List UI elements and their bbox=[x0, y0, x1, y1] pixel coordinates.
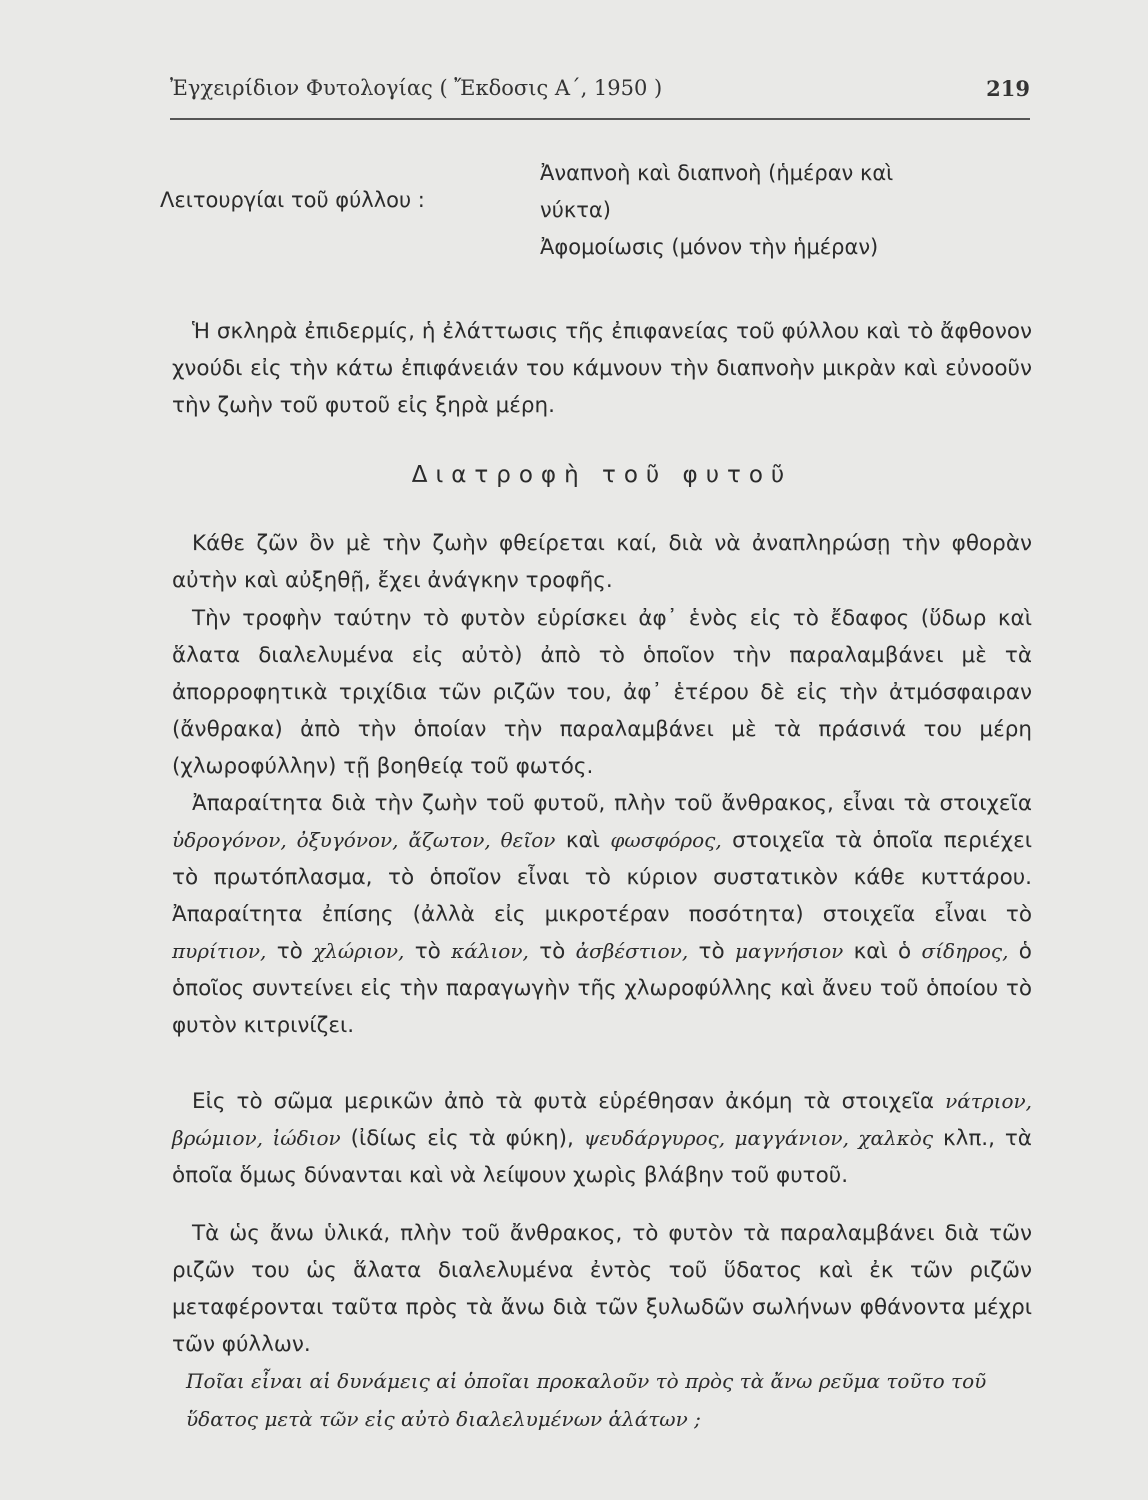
italic-term: πυρίτιον, bbox=[172, 939, 267, 963]
paragraph-4 bbox=[172, 1083, 1032, 1194]
leaf-function-item: Ἀναπνοὴ καὶ διαπνοὴ (ἡμέραν καὶ νύκτα) bbox=[540, 161, 894, 222]
paragraph-3 bbox=[172, 785, 1032, 1044]
italic-term: φωσφόρος, bbox=[610, 828, 722, 852]
italic-term: χλώριον, bbox=[313, 939, 405, 963]
italic-term: κάλιον, bbox=[451, 939, 529, 963]
section-heading: Διατροφὴ τοῦ φυτοῦ bbox=[411, 462, 793, 488]
italic-term: νάτριον, βρώμιον, ἰώδιον bbox=[172, 1089, 1033, 1150]
text-run: κλπ., τὰ ὁποῖα ὅμως δύνανται καὶ νὰ λείψουν χωρὶς βλάβην τοῦ φυτοῦ. bbox=[172, 1126, 1032, 1188]
text-run: τὸ bbox=[276, 939, 303, 964]
text-run: τὸ bbox=[539, 939, 566, 964]
italic-term: ὑδρογόνον, ὀξυγόνον, ἄζωτον, θεῖον bbox=[172, 828, 556, 852]
italic-term: ἀσβέστιον, bbox=[575, 939, 689, 963]
italic-term: σίδηρος, bbox=[921, 939, 1009, 963]
text-run: ὁ ὁποῖος συντείνει εἰς τὴν παραγωγὴν τῆς χλωροφύλλης καὶ ἄνευ τοῦ ὁποίου τὸ φυτὸν κιτρινίζει. bbox=[172, 939, 1032, 1038]
page-number: 219 bbox=[986, 76, 1030, 101]
paragraph-2: Τὴν τροφὴν ταύτην τὸ φυτὸν εὑρίσκει ἀφ᾽ ἑνὸς εἰς τὸ ἔδαφος (ὕδωρ καὶ ἅλατα διαλελυμένα εἰς αὐτὸ) ἀπὸ τὸ ὁποῖον τὴν παραλαμβάνει μὲ τὰ ἀπορροφητικὰ τριχίδια τῶν ριζῶν του, ἀφ᾽ ἑτέρου δὲ εἰς τὴν ἀτμόσφαιραν (ἄνθρακα) ἀπὸ τὴν ὁποίαν τὴν παραλαμβάνει μὲ τὰ πράσινά του μέρη (χλωροφύλλην) τῇ βοηθείᾳ τοῦ φωτός. bbox=[172, 606, 1032, 779]
text-run: Εἰς τὸ σῶμα μερικῶν ἀπὸ τὰ φυτὰ εὑρέθησαν ἀκόμη τὰ στοιχεῖα bbox=[192, 1089, 935, 1114]
leaf-functions-list bbox=[540, 155, 1030, 266]
text-run: στοιχεῖα τὰ ὁποῖα περιέχει τὸ πρωτόπλασμα, τὸ ὁποῖον εἶναι τὸ κύριον συστατικὸν κάθε κυττάρου. Ἀπαραίτητα ἐπίσης (ἀλλὰ εἰς μικροτέραν ποσότητα) στοιχεῖα εἶναι τὸ bbox=[172, 828, 1033, 927]
text-run: τὸ bbox=[414, 939, 441, 964]
paragraph-5: Τὰ ὡς ἄνω ὑλικά, πλὴν τοῦ ἄνθρακος, τὸ φυτὸν τὰ παραλαμβάνει διὰ τῶν ριζῶν του ὡς ἅλατα διαλελυμένα ἐντὸς τοῦ ὕδατος καὶ ἐκ τῶν ριζῶν μεταφέρονται ταῦτα πρὸς τὰ ἄνω διὰ τῶν ξυλωδῶν σωλήνων φθάνοντα μέχρι τῶν φύλλων. bbox=[172, 1221, 1032, 1357]
text-run: τὸ bbox=[698, 939, 725, 964]
text-run: καὶ ὁ bbox=[853, 939, 912, 964]
text-run: (ἰδίως εἰς τὰ φύκη), bbox=[350, 1126, 574, 1151]
italic-term: ψευδάργυρος, μαγγάνιον, χαλκὸς bbox=[583, 1126, 934, 1150]
text-run: Ἀπαραίτητα διὰ τὴν ζωὴν τοῦ φυτοῦ, πλὴν τοῦ ἄνθρακος, εἶναι τὰ στοιχεῖα bbox=[192, 791, 1032, 816]
header-rule bbox=[170, 118, 1030, 120]
study-question: Ποῖαι εἶναι αἱ δυνάμεις αἱ ὁποῖαι προκαλοῦν τὸ πρὸς τὰ ἄνω ρεῦμα τοῦτο τοῦ ὕδατος μετὰ τῶν εἰς αὐτὸ διαλελυμένων ἁλάτων ; bbox=[186, 1369, 987, 1431]
running-header bbox=[170, 76, 1030, 108]
paragraph-1: Κάθε ζῶν ὂν μὲ τὴν ζωὴν φθείρεται καί, διὰ νὰ ἀναπληρώσῃ τὴν φθορὰν αὐτὴν καὶ αὐξηθῇ, ἔχει ἀνάγκην τροφῆς. bbox=[172, 531, 1032, 593]
italic-term: μαγνήσιον bbox=[734, 939, 844, 963]
running-title: Ἐγχειρίδιον Φυτολογίας ( Ἔκδοσις Α΄, 1950 ) bbox=[170, 76, 663, 100]
leaf-functions-label: Λειτουργίαι τοῦ φύλλου : bbox=[160, 188, 425, 212]
intro-paragraph: Ἡ σκληρὰ ἐπιδερμίς, ἡ ἐλάττωσις τῆς ἐπιφανείας τοῦ φύλλου καὶ τὸ ἄφθονον χνούδι εἰς τὴν κάτω ἐπιφάνειάν του κάμνουν τὴν διαπνοὴν μικρὰν καὶ εὐνοοῦν τὴν ζωὴν τοῦ φυτοῦ εἰς ξηρὰ μέρη. bbox=[172, 319, 1032, 418]
text-run: καὶ bbox=[565, 828, 600, 853]
leaf-function-item: Ἀφομοίωσις (μόνον τὴν ἡμέραν) bbox=[540, 235, 879, 259]
